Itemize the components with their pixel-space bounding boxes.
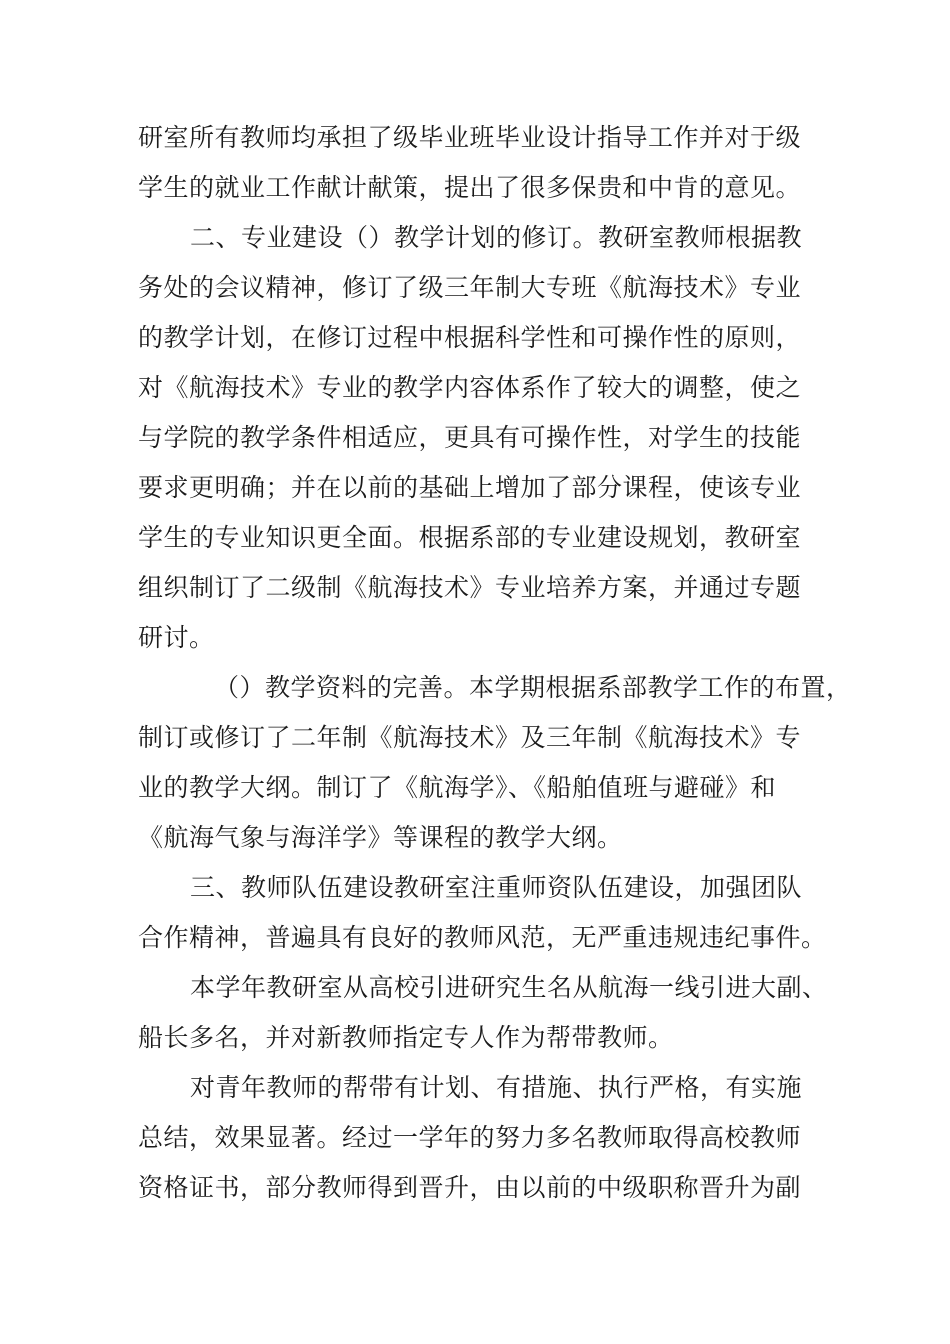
text-line-15: 《航海气象与海洋学》等课程的教学大纲。	[138, 823, 623, 852]
paragraph-line-18: 本学年教研室从高校引进研究生名从航海一线引进大副、	[190, 973, 828, 1002]
text-line-8: 要求更明确；并在以前的基础上增加了部分课程，使该专业	[138, 473, 802, 502]
text-line-1: 研室所有教师均承担了级毕业班毕业设计指导工作并对于级	[138, 123, 802, 152]
text-line-13: 制订或修订了二年制《航海技术》及三年制《航海技术》专	[138, 723, 802, 752]
text-line-11: 研讨。	[138, 623, 215, 652]
paragraph-line-16: 三、教师队伍建设教研室注重师资队伍建设，加强团队	[190, 873, 803, 902]
text-line-4: 务处的会议精神，修订了级三年制大专班《航海技术》专业	[138, 273, 802, 302]
text-line-5: 的教学计划，在修订过程中根据科学性和可操作性的原则，	[138, 323, 802, 352]
paragraph-line-12: （）教学资料的完善。本学期根据系部教学工作的布置，	[214, 673, 852, 702]
text-line-14: 业的教学大纲。制订了《航海学》、《船舶值班与避碰》和	[138, 773, 777, 802]
text-line-6: 对《航海技术》专业的教学内容体系作了较大的调整，使之	[138, 373, 802, 402]
text-line-7: 与学院的教学条件相适应，更具有可操作性，对学生的技能	[138, 423, 802, 452]
paragraph-line-20: 对青年教师的帮带有计划、有措施、执行严格，有实施	[190, 1073, 803, 1102]
text-line-19: 船长多名，并对新教师指定专人作为帮带教师。	[138, 1023, 674, 1052]
text-line-22: 资格证书，部分教师得到晋升，由以前的中级职称晋升为副	[138, 1173, 802, 1202]
text-line-10: 组织制订了二级制《航海技术》专业培养方案，并通过专题	[138, 573, 802, 602]
paragraph-line-3: 二、专业建设（）教学计划的修订。教研室教师根据教	[190, 223, 803, 252]
text-line-9: 学生的专业知识更全面。根据系部的专业建设规划，教研室	[138, 523, 802, 552]
text-line-21: 总结，效果显著。经过一学年的努力多名教师取得高校教师	[138, 1123, 802, 1152]
text-line-17: 合作精神，普遍具有良好的教师风范，无严重违规违纪事件。	[138, 923, 827, 952]
text-line-2: 学生的就业工作献计献策，提出了很多保贵和中肯的意见。	[138, 173, 802, 202]
